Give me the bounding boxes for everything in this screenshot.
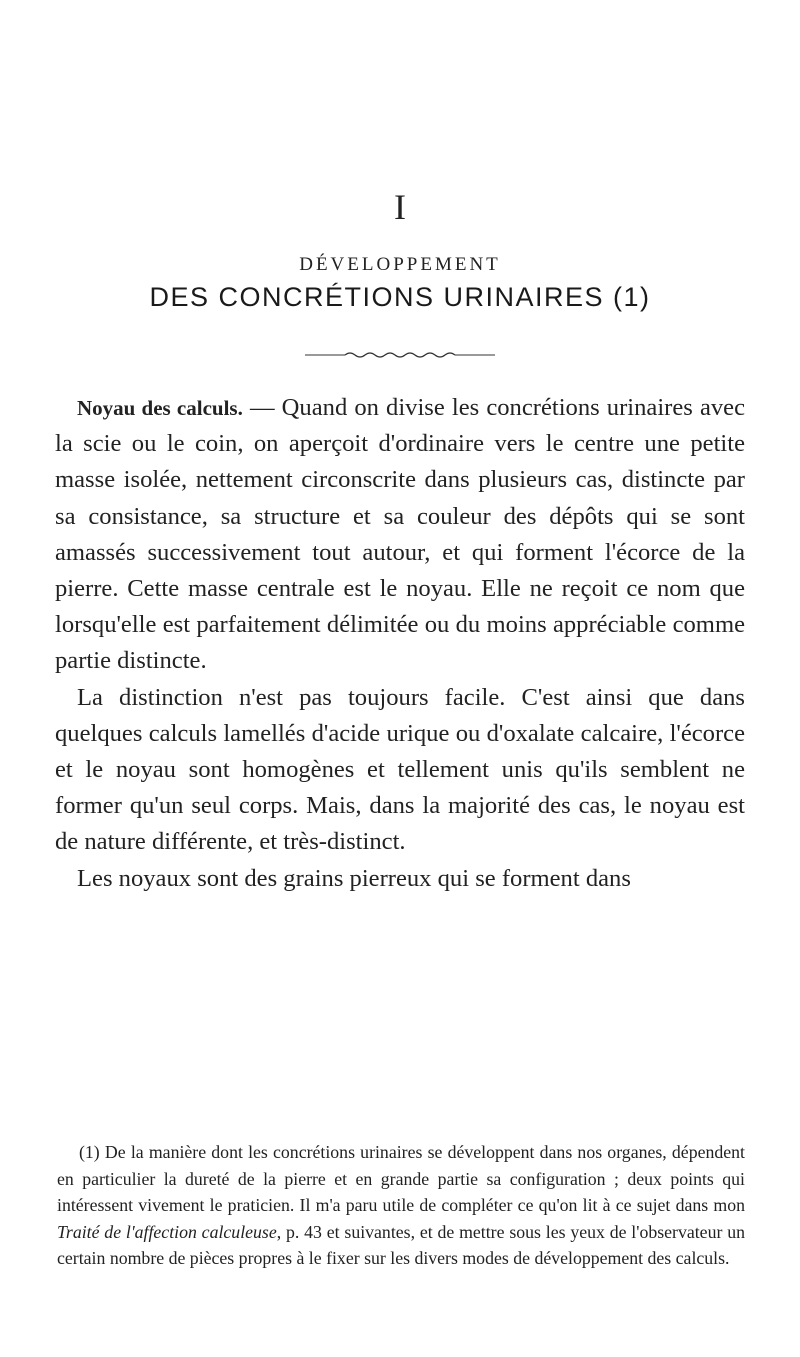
paragraph-1-text: — Quand on divise les concrétions urinaires avec la scie ou le coin, on aperçoit d'ordinaire vers le centre une petite masse isolée, nettement circonscrite dans plusieurs cas, distincte par sa consistance, sa structure et sa couleur des dépôts qui se sont amassés successivement tout autour, et qui forment l'écorce de la pierre. Cette masse centrale est le noyau. Elle ne reçoit ce nom que lorsqu'elle est parfaitement délimitée ou du moins appréciable comme partie distincte. bbox=[55, 394, 745, 675]
footnote-book-title: Traité de l'affection calculeuse bbox=[57, 1221, 277, 1242]
chapter-number: I bbox=[394, 187, 406, 227]
paragraph-3: Les noyaux sont des grains pierreux qui se forment dans bbox=[77, 864, 631, 892]
footnote-1 bbox=[57, 1139, 745, 1272]
fleuron-ornament-icon bbox=[0, 345, 800, 364]
paragraph-noyau bbox=[55, 390, 745, 680]
fleuron-svg bbox=[305, 350, 495, 360]
chapter-title-line1: DÉVELOPPEMENT bbox=[299, 254, 501, 275]
footnote-text-end: , p. 43 et suivantes, et de mettre sous les yeux de l'observateur un certain nombre de pièces propres à le fixer sur les divers modes de développement des calculs. bbox=[57, 1221, 745, 1269]
main-text bbox=[55, 390, 745, 897]
footnote-text-start: (1) De la manière dont les concrétions urinaires se développent dans nos organes, dépendent en particulier la dureté de la pierre et en grande partie sa configuration ; deux points qui intéressent vivement le praticien. Il m'a paru utile de compléter ce qu'on lit à ce sujet dans mon bbox=[57, 1142, 745, 1216]
section-lead-heading: Noyau des calculs. bbox=[77, 396, 243, 420]
paragraph-2: La distinction n'est pas toujours facile. C'est ainsi que dans quelques calculs lamellés d'acide urique ou d'oxalate calcaire, l'écorce et le noyau sont homogènes et tellement unis qu'ils semblent ne former qu'un seul corps. Mais, dans la majorité des cas, le noyau est de nature différente, et très-distinct. bbox=[55, 683, 745, 856]
footnote-block bbox=[57, 1139, 745, 1272]
chapter-title-line2: DES CONCRÉTIONS URINAIRES (1) bbox=[149, 282, 651, 312]
